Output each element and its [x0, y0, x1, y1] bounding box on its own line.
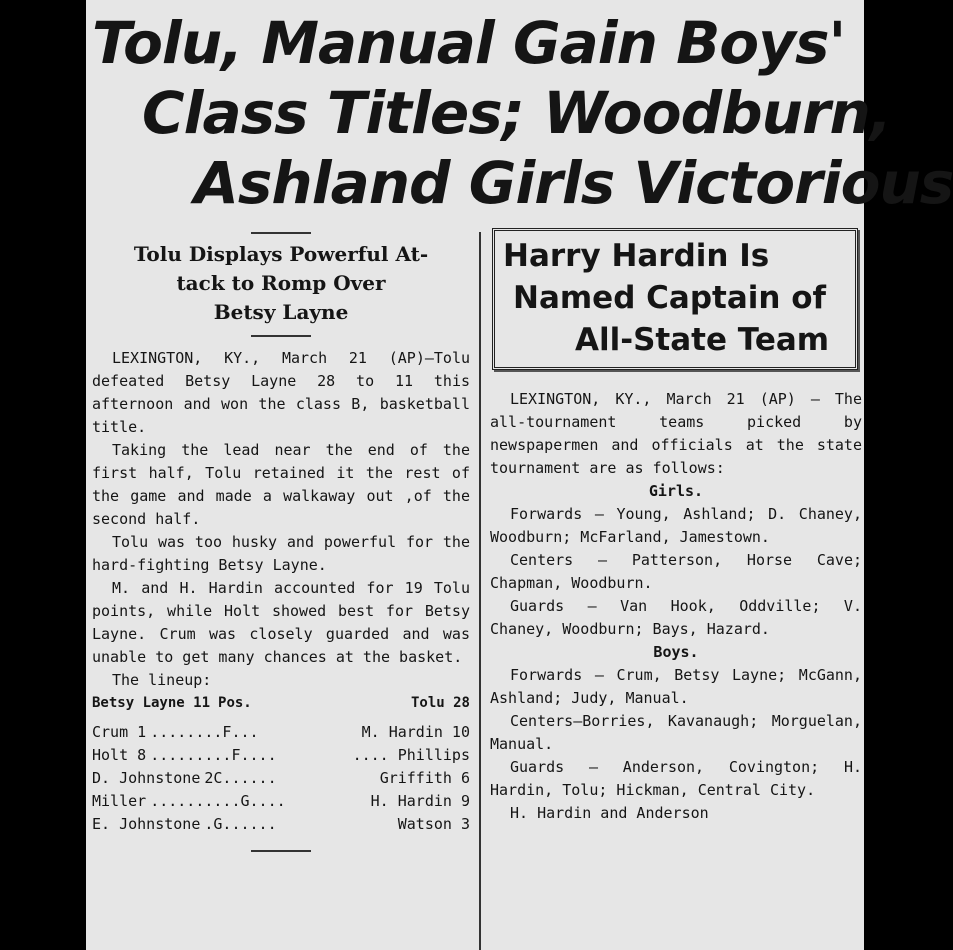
- lineup-left: E. Johnstone: [92, 815, 201, 833]
- main-headline: [86, 8, 953, 218]
- paragraph: Centers—Borries, Kavanaugh; Morguelan, Manual.: [490, 712, 862, 753]
- section-heading-girls: Girls.: [648, 482, 704, 500]
- paragraph: Forwards — Crum, Betsy Layne; McGann, Ashland; Judy, Manual.: [490, 666, 862, 707]
- lineup-right: .... Phillips: [352, 746, 470, 764]
- lineup-row: [92, 721, 470, 744]
- divider: [251, 335, 311, 337]
- lineup-team-right: Tolu 28: [410, 695, 470, 711]
- headline-line-3: Ashland Girls Victorious: [194, 149, 953, 217]
- lineup-pos: 2C......: [204, 769, 277, 787]
- box-title-line: All-State Team: [575, 322, 830, 358]
- headline-line-2: Class Titles; Woodburn,: [142, 79, 891, 147]
- left-article-body: [92, 347, 470, 692]
- column-divider: [479, 232, 481, 950]
- right-column: [490, 226, 862, 825]
- paragraph: Tolu was too husky and powerful for the hard-fighting Betsy Layne.: [92, 533, 470, 574]
- paragraph: Taking the lead near the end of the first half, Tolu retained it the rest of the game and made a walkaway out ,of the second half.: [92, 441, 470, 528]
- paragraph: LEXINGTON, KY., March 21 (AP) — The all-tournament teams picked by newspapermen and officials at the state tournament are as follows:: [490, 390, 862, 477]
- divider: [251, 232, 311, 234]
- box-title-line: Harry Hardin Is: [503, 238, 770, 274]
- lineup-pos: ........F...: [150, 723, 259, 741]
- right-article-body: [490, 388, 862, 825]
- lineup-left: Holt 8: [92, 746, 147, 764]
- lineup-right: Watson 3: [397, 815, 470, 833]
- paragraph: M. and H. Hardin accounted for 19 Tolu points, while Holt showed best for Betsy Layne. Crum was closely guarded and was unable to get many chances at the basket.: [92, 579, 470, 666]
- paragraph: Guards — Van Hook, Oddville; V. Chaney, Woodburn; Bays, Hazard.: [490, 597, 862, 638]
- left-column: [92, 232, 470, 852]
- lineup-row: [92, 813, 470, 836]
- lineup-row: [92, 767, 470, 790]
- lineup-pos: .G......: [204, 815, 277, 833]
- divider: [251, 850, 311, 852]
- headline-line-1: Tolu, Manual Gain Boys': [92, 9, 846, 77]
- subhead-line: tack to Romp Over: [176, 271, 386, 295]
- left-subhead: [92, 240, 470, 327]
- paragraph: The lineup:: [112, 671, 212, 689]
- lineup-right: Griffith 6: [379, 769, 470, 787]
- subhead-line: Tolu Displays Powerful At-: [133, 242, 429, 266]
- subhead-line: Betsy Layne: [213, 300, 349, 324]
- lineup-row: [92, 790, 470, 813]
- lineup-table: [92, 721, 470, 836]
- section-heading-boys: Boys.: [653, 643, 699, 661]
- lineup-header: [92, 692, 470, 715]
- paragraph: H. Hardin and Anderson: [510, 804, 709, 822]
- lineup-left: D. Johnstone: [92, 769, 201, 787]
- paragraph: Centers — Patterson, Horse Cave; Chapman, Woodburn.: [490, 551, 862, 592]
- paragraph: LEXINGTON, KY., March 21 (AP)—Tolu defeated Betsy Layne 28 to 11 this afternoon and won the class B, basketball title.: [92, 349, 470, 436]
- boxed-headline: [492, 228, 858, 370]
- lineup-pos: ..........G....: [150, 792, 286, 810]
- lineup-left: Miller: [92, 792, 147, 810]
- lineup-right: H. Hardin 9: [370, 792, 470, 810]
- lineup-team-left: Betsy Layne 11: [92, 695, 211, 711]
- lineup-right: M. Hardin 10: [361, 723, 470, 741]
- paragraph: Guards — Anderson, Covington; H. Hardin, Tolu; Hickman, Central City.: [490, 758, 862, 799]
- newspaper-clipping: [86, 0, 953, 950]
- lineup-pos: .........F....: [150, 746, 277, 764]
- lineup-row: [92, 744, 470, 767]
- lineup-pos-header: Pos.: [218, 695, 252, 711]
- paragraph: Forwards — Young, Ashland; D. Chaney, Woodburn; McFarland, Jamestown.: [490, 505, 862, 546]
- box-title-line: Named Captain of: [513, 280, 827, 316]
- lineup-left: Crum 1: [92, 723, 147, 741]
